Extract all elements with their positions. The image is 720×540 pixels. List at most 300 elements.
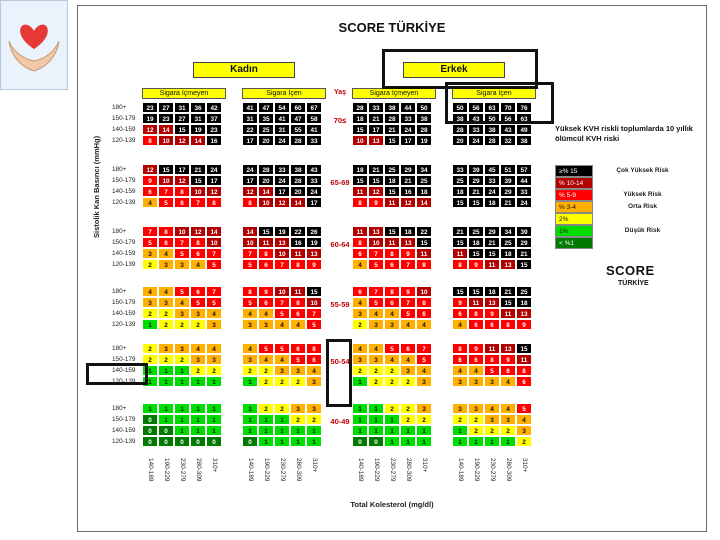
risk-cell: 2 xyxy=(174,354,190,365)
risk-cell: 15 xyxy=(468,248,484,259)
risk-cell: 11 xyxy=(352,226,368,237)
risk-cell: 5 xyxy=(174,248,190,259)
risk-cell: 2 xyxy=(516,436,532,447)
risk-cell: 6 xyxy=(306,354,322,365)
risk-cell: 6 xyxy=(352,286,368,297)
risk-cell: 25 xyxy=(384,164,400,175)
risk-cell: 33 xyxy=(274,164,290,175)
legend-swatch: < %1 xyxy=(555,237,593,249)
risk-cell: 16 xyxy=(206,135,222,146)
bp-row-label: 180+ xyxy=(112,104,127,111)
risk-cell: 10 xyxy=(368,237,384,248)
risk-cell: 7 xyxy=(158,186,174,197)
risk-cell: 38 xyxy=(484,124,500,135)
risk-cell: 63 xyxy=(516,113,532,124)
cholesterol-tick-label: 190-229 xyxy=(373,458,380,482)
risk-cell: 1 xyxy=(174,414,190,425)
risk-cell: 3 xyxy=(290,365,306,376)
risk-cell: 5 xyxy=(242,259,258,270)
risk-cell: 7 xyxy=(400,297,416,308)
bp-row-label: 150-179 xyxy=(112,416,136,423)
risk-cell: 1 xyxy=(452,436,468,447)
risk-cell: 4 xyxy=(352,259,368,270)
bp-row-label: 140-159 xyxy=(112,126,136,133)
bp-row-label: 140-159 xyxy=(112,427,136,434)
risk-cell: 1 xyxy=(352,414,368,425)
hands-heart-icon xyxy=(1,1,67,89)
risk-cell: 13 xyxy=(368,226,384,237)
risk-cell: 9 xyxy=(400,286,416,297)
risk-cell: 9 xyxy=(400,248,416,259)
risk-cell: 0 xyxy=(206,436,222,447)
risk-cell: 6 xyxy=(416,308,432,319)
risk-cell: 38 xyxy=(516,135,532,146)
risk-cell: 7 xyxy=(368,248,384,259)
risk-cell: 2 xyxy=(384,365,400,376)
risk-cell: 15 xyxy=(484,248,500,259)
risk-cell: 18 xyxy=(384,175,400,186)
risk-cell: 7 xyxy=(174,237,190,248)
risk-cell: 54 xyxy=(274,102,290,113)
risk-cell: 5 xyxy=(190,297,206,308)
risk-cell: 8 xyxy=(416,259,432,270)
risk-cell: 2 xyxy=(142,343,158,354)
risk-cell: 3 xyxy=(190,354,206,365)
risk-cell: 2 xyxy=(352,319,368,330)
risk-cell: 1 xyxy=(142,403,158,414)
risk-cell: 2 xyxy=(258,403,274,414)
age-group-label: 40-49 xyxy=(330,417,350,426)
risk-cell: 36 xyxy=(190,102,206,113)
risk-cell: 60 xyxy=(290,102,306,113)
legend-group-label: Orta Risk xyxy=(628,203,657,210)
risk-cell: 6 xyxy=(158,237,174,248)
risk-cell: 1 xyxy=(384,425,400,436)
risk-cell: 4 xyxy=(306,365,322,376)
risk-cell: 33 xyxy=(452,164,468,175)
risk-cell: 3 xyxy=(352,354,368,365)
risk-cell: 5 xyxy=(368,259,384,270)
risk-cell: 15 xyxy=(190,175,206,186)
risk-cell: 4 xyxy=(258,308,274,319)
risk-cell: 15 xyxy=(384,186,400,197)
highlight-top-right-cells xyxy=(445,82,554,124)
risk-cell: 19 xyxy=(416,135,432,146)
risk-cell: 0 xyxy=(368,436,384,447)
cholesterol-tick-label: 140-189 xyxy=(457,458,464,482)
risk-cell: 2 xyxy=(384,403,400,414)
risk-cell: 21 xyxy=(484,237,500,248)
risk-cell: 3 xyxy=(274,365,290,376)
risk-cell: 8 xyxy=(206,197,222,208)
risk-cell: 3 xyxy=(190,308,206,319)
risk-cell: 3 xyxy=(258,319,274,330)
risk-cell: 8 xyxy=(242,197,258,208)
risk-cell: 4 xyxy=(290,319,306,330)
risk-cell: 8 xyxy=(452,343,468,354)
risk-cell: 15 xyxy=(384,226,400,237)
risk-cell: 1 xyxy=(174,425,190,436)
risk-cell: 27 xyxy=(158,102,174,113)
risk-cell: 3 xyxy=(290,403,306,414)
risk-cell: 8 xyxy=(468,308,484,319)
risk-cell: 1 xyxy=(142,319,158,330)
risk-cell: 6 xyxy=(516,376,532,387)
risk-cell: 8 xyxy=(500,319,516,330)
risk-cell: 5 xyxy=(274,308,290,319)
risk-cell: 8 xyxy=(452,259,468,270)
risk-cell: 19 xyxy=(142,113,158,124)
risk-cell: 23 xyxy=(142,102,158,113)
risk-cell: 56 xyxy=(500,113,516,124)
risk-cell: 2 xyxy=(384,376,400,387)
risk-cell: 14 xyxy=(242,226,258,237)
risk-cell: 4 xyxy=(190,343,206,354)
risk-cell: 43 xyxy=(306,164,322,175)
risk-cell: 13 xyxy=(516,308,532,319)
risk-cell: 13 xyxy=(274,237,290,248)
risk-cell: 18 xyxy=(484,286,500,297)
risk-cell: 18 xyxy=(452,186,468,197)
risk-cell: 12 xyxy=(242,186,258,197)
header-male-smoker: Sigara İçen xyxy=(452,88,536,99)
bp-row-label: 180+ xyxy=(112,166,127,173)
risk-cell: 13 xyxy=(484,297,500,308)
risk-cell: 10 xyxy=(206,237,222,248)
risk-cell: 31 xyxy=(190,113,206,124)
risk-cell: 15 xyxy=(352,175,368,186)
risk-cell: 31 xyxy=(174,102,190,113)
risk-cell: 14 xyxy=(290,197,306,208)
x-axis-label: Total Kolesterol (mg/dl) xyxy=(350,500,434,509)
risk-cell: 4 xyxy=(242,343,258,354)
risk-cell: 11 xyxy=(352,186,368,197)
risk-cell: 49 xyxy=(516,124,532,135)
risk-cell: 3 xyxy=(500,414,516,425)
legend-group-label: Düşük Risk xyxy=(624,227,661,234)
risk-cell: 43 xyxy=(500,124,516,135)
legend-row xyxy=(555,225,690,237)
risk-cell: 33 xyxy=(400,113,416,124)
risk-cell: 14 xyxy=(206,226,222,237)
risk-cell: 11 xyxy=(258,237,274,248)
risk-cell: 8 xyxy=(290,297,306,308)
risk-cell: 15 xyxy=(468,197,484,208)
risk-cell: 9 xyxy=(500,354,516,365)
risk-cell: 2 xyxy=(400,414,416,425)
risk-cell: 2 xyxy=(290,376,306,387)
risk-cell: 3 xyxy=(484,414,500,425)
risk-cell: 1 xyxy=(416,436,432,447)
risk-cell: 17 xyxy=(400,135,416,146)
risk-cell: 17 xyxy=(174,164,190,175)
risk-cell: 5 xyxy=(274,343,290,354)
risk-cell: 5 xyxy=(400,308,416,319)
risk-cell: 0 xyxy=(352,436,368,447)
risk-cell: 21 xyxy=(400,175,416,186)
risk-cell: 17 xyxy=(242,135,258,146)
risk-cell: 10 xyxy=(274,248,290,259)
risk-cell: 15 xyxy=(158,164,174,175)
risk-cell: 20 xyxy=(258,135,274,146)
risk-cell: 0 xyxy=(190,436,206,447)
risk-cell: 19 xyxy=(306,237,322,248)
cholesterol-tick-label: 310+ xyxy=(211,458,218,473)
risk-cell: 22 xyxy=(290,226,306,237)
risk-cell: 3 xyxy=(368,319,384,330)
risk-cell: 15 xyxy=(500,297,516,308)
legend-row xyxy=(555,201,690,213)
risk-cell: 5 xyxy=(306,319,322,330)
risk-cell: 18 xyxy=(400,226,416,237)
risk-cell: 1 xyxy=(274,436,290,447)
cholesterol-tick-label: 140-189 xyxy=(247,458,254,482)
risk-cell: 5 xyxy=(142,237,158,248)
risk-cell: 8 xyxy=(384,286,400,297)
risk-cell: 21 xyxy=(500,286,516,297)
risk-cell: 1 xyxy=(368,403,384,414)
risk-cell: 0 xyxy=(158,436,174,447)
risk-cell: 1 xyxy=(368,425,384,436)
risk-cell: 11 xyxy=(452,248,468,259)
legend-group-label: Yüksek Risk xyxy=(623,191,662,198)
risk-cell: 16 xyxy=(290,237,306,248)
risk-cell: 3 xyxy=(158,343,174,354)
risk-cell: 0 xyxy=(242,436,258,447)
risk-cell: 6 xyxy=(452,354,468,365)
risk-cell: 1 xyxy=(258,414,274,425)
risk-cell: 22 xyxy=(242,124,258,135)
bp-row-label: 180+ xyxy=(112,228,127,235)
bp-row-label: 180+ xyxy=(112,288,127,295)
risk-cell: 2 xyxy=(368,365,384,376)
risk-cell: 50 xyxy=(452,102,468,113)
risk-cell: 3 xyxy=(306,403,322,414)
risk-cell: 18 xyxy=(516,297,532,308)
risk-cell: 22 xyxy=(416,226,432,237)
cholesterol-tick-label: 230-279 xyxy=(179,458,186,482)
risk-cell: 11 xyxy=(384,197,400,208)
highlight-age-50-54 xyxy=(326,339,352,407)
risk-cell: 11 xyxy=(416,248,432,259)
risk-cell: 4 xyxy=(384,354,400,365)
risk-cell: 18 xyxy=(352,113,368,124)
risk-cell: 1 xyxy=(484,436,500,447)
risk-cell: 51 xyxy=(500,164,516,175)
risk-cell: 1 xyxy=(500,436,516,447)
risk-cell: 1 xyxy=(190,403,206,414)
risk-cell: 9 xyxy=(258,286,274,297)
risk-cell: 1 xyxy=(352,376,368,387)
risk-cell: 5 xyxy=(242,297,258,308)
cholesterol-tick-label: 230-279 xyxy=(279,458,286,482)
risk-cell: 10 xyxy=(352,135,368,146)
risk-cell: 16 xyxy=(400,186,416,197)
risk-cell: 2 xyxy=(190,365,206,376)
risk-cell: 6 xyxy=(468,354,484,365)
risk-cell: 29 xyxy=(516,237,532,248)
risk-cell: 8 xyxy=(142,135,158,146)
risk-cell: 3 xyxy=(206,354,222,365)
risk-cell: 1 xyxy=(384,414,400,425)
risk-cell: 38 xyxy=(384,102,400,113)
risk-cell: 1 xyxy=(142,376,158,387)
risk-cell: 8 xyxy=(516,365,532,376)
risk-cell: 1 xyxy=(242,414,258,425)
risk-cell: 14 xyxy=(190,135,206,146)
risk-cell: 1 xyxy=(206,403,222,414)
risk-cell: 17 xyxy=(242,175,258,186)
risk-cell: 3 xyxy=(306,376,322,387)
bp-row-label: 150-179 xyxy=(112,239,136,246)
risk-cell: 2 xyxy=(452,414,468,425)
risk-cell: 4 xyxy=(468,365,484,376)
risk-cell: 6 xyxy=(258,297,274,308)
risk-cell: 2 xyxy=(468,414,484,425)
risk-cell: 15 xyxy=(384,135,400,146)
risk-cell: 15 xyxy=(452,197,468,208)
risk-cell: 25 xyxy=(416,175,432,186)
risk-cell: 1 xyxy=(206,414,222,425)
risk-cell: 24 xyxy=(306,186,322,197)
risk-cell: 2 xyxy=(484,425,500,436)
risk-cell: 76 xyxy=(516,102,532,113)
hands-heart-logo xyxy=(0,0,68,90)
cholesterol-tick-label: 310+ xyxy=(521,458,528,473)
risk-cell: 4 xyxy=(416,319,432,330)
risk-cell: 6 xyxy=(190,286,206,297)
header-male-nonsmoker: Sigara İçmeyen xyxy=(352,88,436,99)
risk-cell: 10 xyxy=(416,286,432,297)
cholesterol-tick-label: 280-309 xyxy=(505,458,512,482)
risk-cell: 1 xyxy=(452,425,468,436)
risk-cell: 2 xyxy=(158,354,174,365)
risk-cell: 6 xyxy=(384,297,400,308)
risk-cell: 8 xyxy=(384,248,400,259)
risk-cell: 2 xyxy=(274,376,290,387)
cholesterol-tick-label: 140-189 xyxy=(147,458,154,482)
risk-cell: 41 xyxy=(274,113,290,124)
risk-cell: 13 xyxy=(400,237,416,248)
risk-cell: 26 xyxy=(306,226,322,237)
risk-cell: 5 xyxy=(174,286,190,297)
risk-cell: 58 xyxy=(306,113,322,124)
risk-cell: 9 xyxy=(468,343,484,354)
risk-cell: 6 xyxy=(174,197,190,208)
legend-row xyxy=(555,189,690,201)
risk-cell: 12 xyxy=(174,135,190,146)
risk-cell: 21 xyxy=(452,226,468,237)
risk-cell: 50 xyxy=(416,102,432,113)
risk-cell: 1 xyxy=(352,425,368,436)
risk-cell: 12 xyxy=(174,175,190,186)
risk-cell: 7 xyxy=(416,343,432,354)
risk-cell: 10 xyxy=(258,197,274,208)
risk-cell: 9 xyxy=(484,308,500,319)
highlight-bp-140-159 xyxy=(86,363,148,385)
risk-cell: 4 xyxy=(516,414,532,425)
risk-cell: 63 xyxy=(484,102,500,113)
risk-cell: 3 xyxy=(206,319,222,330)
risk-cell: 8 xyxy=(416,297,432,308)
risk-cell: 34 xyxy=(416,164,432,175)
risk-cell: 17 xyxy=(274,186,290,197)
risk-cell: 33 xyxy=(468,124,484,135)
risk-cell: 11 xyxy=(290,286,306,297)
bp-row-label: 150-179 xyxy=(112,299,136,306)
risk-cell: 5 xyxy=(516,403,532,414)
risk-cell: 32 xyxy=(500,135,516,146)
risk-cell: 4 xyxy=(206,343,222,354)
male-badge: Erkek xyxy=(403,62,505,78)
risk-cell: 2 xyxy=(416,414,432,425)
risk-cell: 3 xyxy=(452,376,468,387)
risk-cell: 39 xyxy=(516,226,532,237)
risk-cell: 1 xyxy=(158,414,174,425)
risk-cell: 23 xyxy=(158,113,174,124)
risk-cell: 24 xyxy=(274,175,290,186)
risk-cell: 6 xyxy=(190,248,206,259)
risk-cell: 20 xyxy=(258,175,274,186)
risk-cell: 15 xyxy=(468,286,484,297)
risk-cell: 10 xyxy=(174,226,190,237)
risk-cell: 8 xyxy=(352,237,368,248)
risk-cell: 15 xyxy=(368,175,384,186)
legend-row xyxy=(555,213,690,225)
risk-cell: 7 xyxy=(242,248,258,259)
risk-cell: 47 xyxy=(290,113,306,124)
risk-cell: 12 xyxy=(206,186,222,197)
risk-cell: 42 xyxy=(206,102,222,113)
risk-cell: 47 xyxy=(258,102,274,113)
risk-cell: 25 xyxy=(258,124,274,135)
cholesterol-tick-label: 280-309 xyxy=(405,458,412,482)
risk-cell: 3 xyxy=(384,319,400,330)
risk-cell: 9 xyxy=(468,259,484,270)
risk-cell: 9 xyxy=(306,259,322,270)
risk-cell: 25 xyxy=(500,237,516,248)
risk-cell: 3 xyxy=(242,354,258,365)
risk-cell: 8 xyxy=(242,286,258,297)
risk-cell: 12 xyxy=(368,186,384,197)
risk-cell: 3 xyxy=(174,343,190,354)
bp-row-label: 140-159 xyxy=(112,310,136,317)
risk-cell: 28 xyxy=(452,124,468,135)
risk-cell: 14 xyxy=(416,197,432,208)
risk-cell: 13 xyxy=(368,135,384,146)
header-female-smoker: Sigara İçen xyxy=(242,88,326,99)
risk-cell: 20 xyxy=(290,186,306,197)
cholesterol-tick-label: 190-229 xyxy=(263,458,270,482)
risk-cell: 8 xyxy=(174,186,190,197)
risk-cell: 18 xyxy=(416,186,432,197)
legend-swatch: 2% xyxy=(555,213,593,225)
risk-cell: 5 xyxy=(206,297,222,308)
risk-cell: 34 xyxy=(500,226,516,237)
risk-cell: 15 xyxy=(516,259,532,270)
legend-swatch: % 3-4 xyxy=(555,201,593,213)
risk-cell: 4 xyxy=(352,297,368,308)
risk-cell: 13 xyxy=(306,248,322,259)
risk-cell: 1 xyxy=(190,425,206,436)
risk-cell: 56 xyxy=(468,102,484,113)
risk-cell: 3 xyxy=(142,248,158,259)
risk-cell: 25 xyxy=(516,286,532,297)
risk-cell: 2 xyxy=(158,319,174,330)
risk-cell: 10 xyxy=(274,286,290,297)
risk-cell: 2 xyxy=(190,319,206,330)
risk-cell: 7 xyxy=(306,308,322,319)
